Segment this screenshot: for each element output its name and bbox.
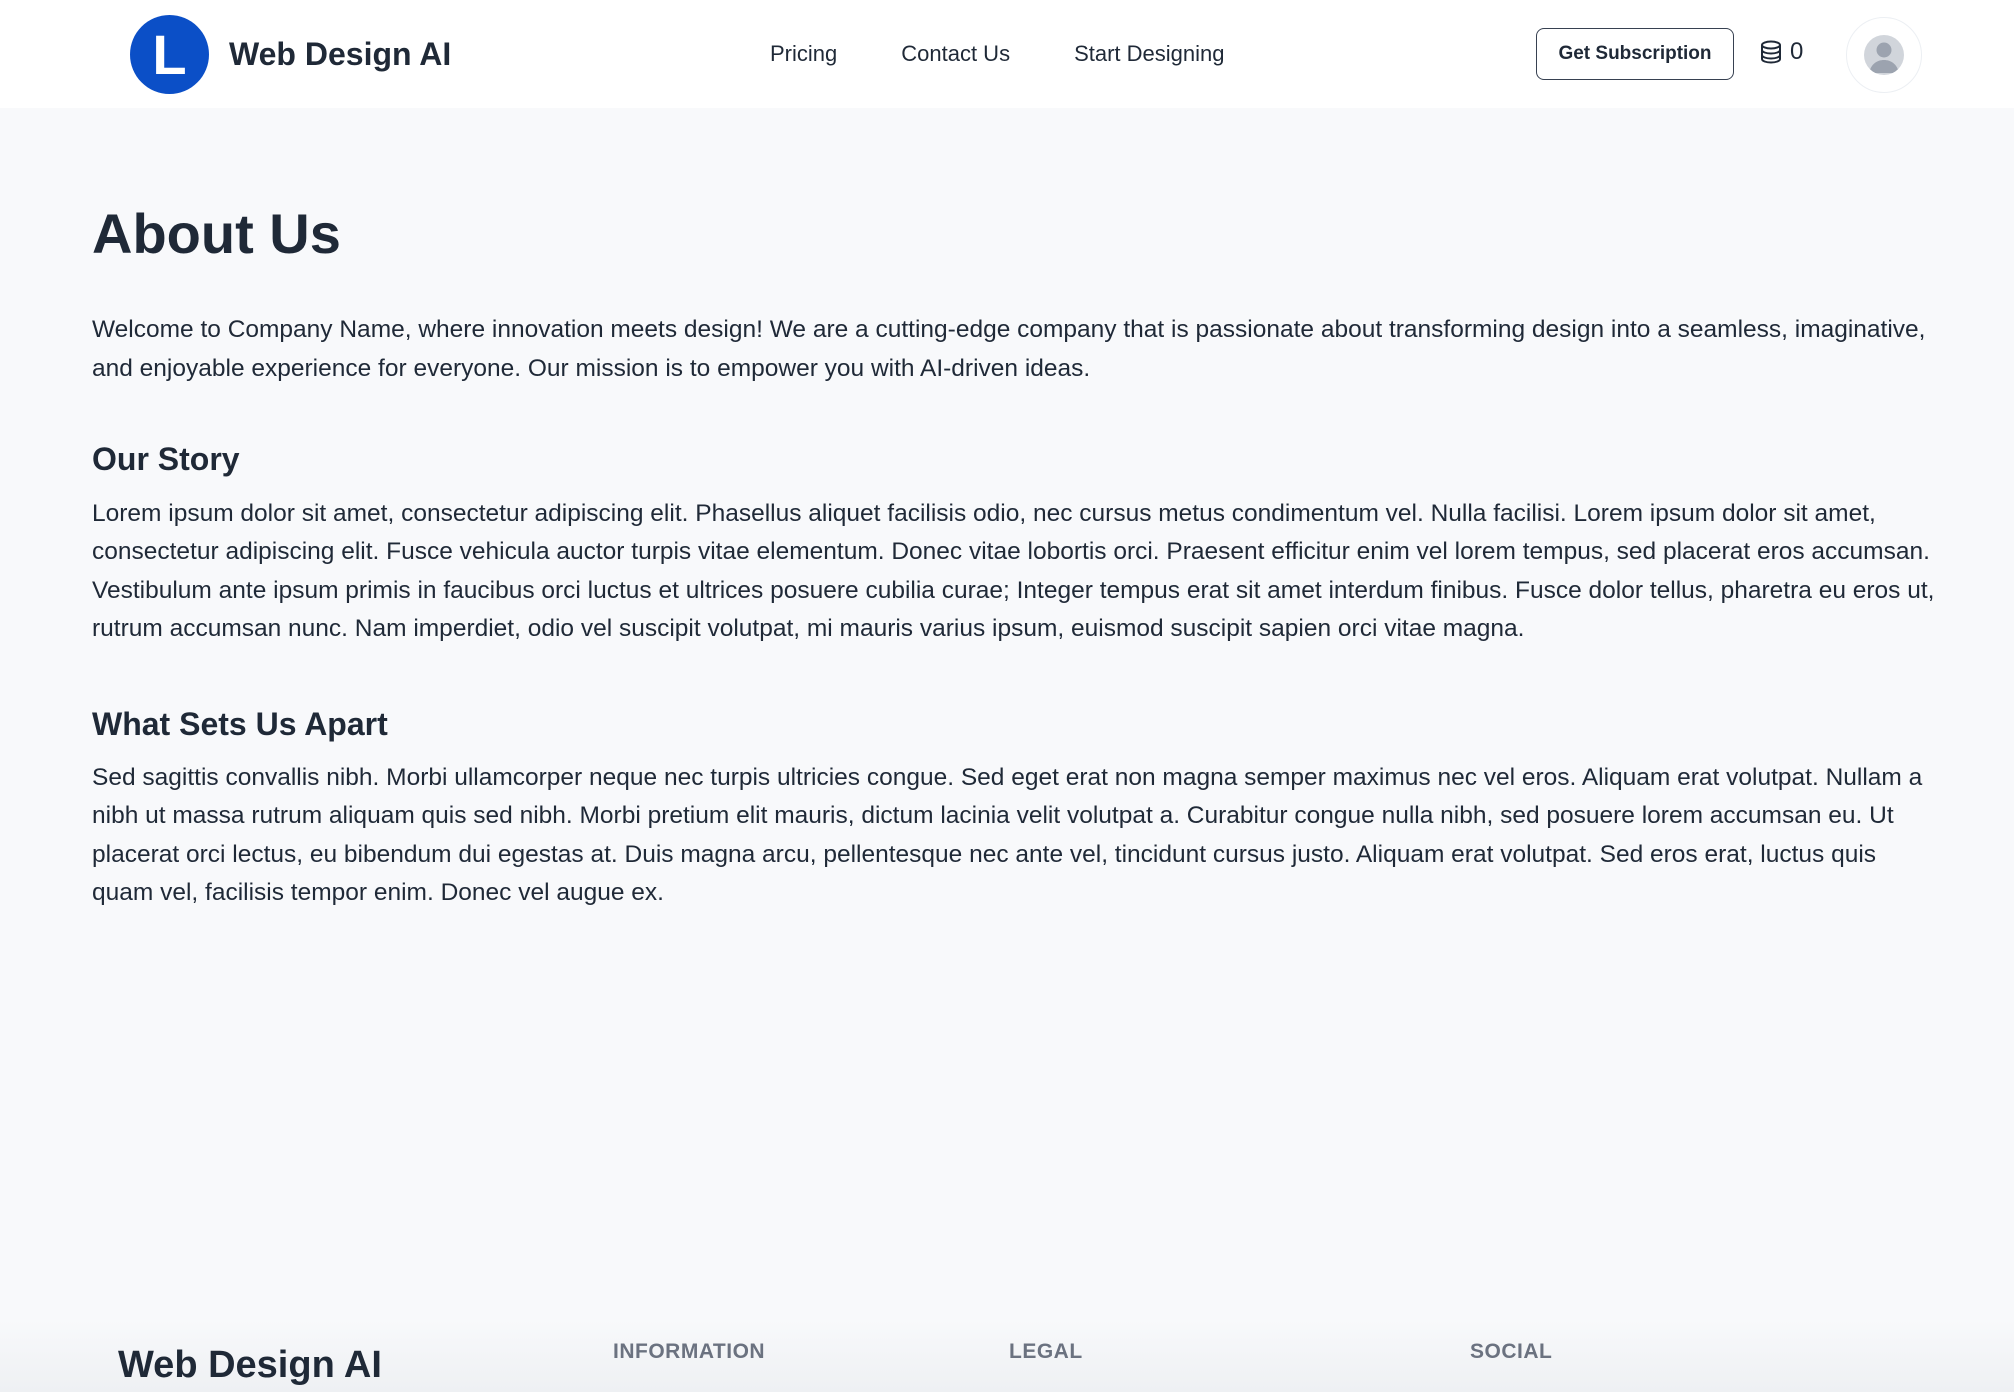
nav-link-start-designing[interactable]: Start Designing [1074, 41, 1225, 66]
intro-paragraph: Welcome to Company Name, where innovation meets design! We are a cutting-edge company that is passionate about transforming design into a seamless, imaginative, and enjoyable experience for everyone. Our mission is to empower you with AI-driven ideas. [92, 316, 1926, 382]
brand[interactable] [130, 15, 451, 94]
section-our-story [92, 440, 1942, 648]
credits-value: 0 [1790, 38, 1804, 65]
section-heading: What Sets Us Apart [92, 705, 388, 742]
nav-link-contact-us[interactable]: Contact Us [901, 41, 1011, 66]
credits-counter[interactable] [1760, 38, 1803, 66]
get-subscription-button[interactable]: Get Subscription [1536, 28, 1734, 80]
section-body: Sed sagittis convallis nibh. Morbi ullamcorper neque nec turpis ultricies congue. Sed eget erat non magna semper maximus nec vel eros. Aliquam erat volutpat. Nullam a nibh ut massa rutrum aliquam quis sed nibh. Morbi pretium elit mauris, dictum lacinia velit volutpat a. Curabitur congue nulla nibh, sed posuere lorem accumsan eu. Ut placerat orci lectus, eu bibendum dui egestas at. Duis magna arcu, pellentesque nec ante vel, tincidunt cursus justo. Aliquam erat volutpat. Sed eros erat, luctus quis quam vel, facilisis tempor enim. Donec vel augue ex. [92, 763, 1923, 907]
footer [0, 1320, 2014, 1392]
logo-icon[interactable] [130, 15, 209, 94]
user-menu-button[interactable] [1846, 17, 1922, 93]
footer-heading-social: SOCIAL [1470, 1340, 1553, 1363]
page-title: About Us [92, 202, 341, 265]
brand-name[interactable]: Web Design AI [229, 36, 452, 72]
section-body: Lorem ipsum dolor sit amet, consectetur adipiscing elit. Phasellus aliquet facilisis odio, nec cursus metus condimentum vel. Nulla facilisi. Lorem ipsum dolor sit amet, consectetur adipiscing elit. Fusce vehicula auctor turpis vitae elementum. Donec vitae lobortis orci. Praesent efficitur enim vel lorem tempus, sed placerat eros accumsan. Vestibulum ante ipsum primis in faucibus orci luctus et ultrices posuere cubilia curae; Integer tempus erat sit amet interdum finibus. Fusce dolor tellus, pharetra eu eros ut, rutrum accumsan nunc. Nam imperdiet, odio vel suscipit volutpat, mi mauris varius ipsum, euismod suscipit sapien orci vitae magna. [92, 499, 1935, 643]
section-heading: Our Story [92, 441, 240, 478]
coin-stack-icon [1760, 39, 1782, 65]
user-avatar-icon [1864, 35, 1904, 75]
main-nav [770, 0, 1289, 108]
about-content [92, 200, 1942, 969]
logo-letter: L [152, 23, 187, 86]
nav-link-pricing[interactable]: Pricing [770, 41, 838, 66]
footer-brand[interactable]: Web Design AI [118, 1344, 382, 1386]
footer-heading-legal: LEGAL [1009, 1340, 1083, 1363]
footer-heading-information: INFORMATION [613, 1340, 766, 1363]
top-navbar [0, 0, 2014, 108]
section-what-sets-us-apart [92, 705, 1942, 913]
